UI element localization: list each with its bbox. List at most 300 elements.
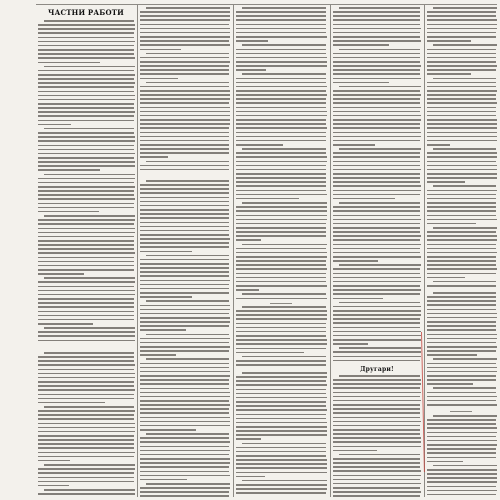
text-line bbox=[427, 244, 496, 246]
text-line bbox=[140, 184, 229, 186]
text-line bbox=[333, 396, 420, 398]
text-line bbox=[140, 354, 176, 356]
text-line bbox=[140, 471, 229, 473]
text-line bbox=[38, 24, 135, 26]
text-line bbox=[38, 423, 135, 425]
text-line bbox=[242, 44, 326, 46]
text-line bbox=[427, 61, 496, 63]
text-line bbox=[38, 149, 134, 151]
text-line bbox=[146, 300, 229, 302]
paragraph-separator bbox=[270, 303, 292, 304]
text-line bbox=[333, 32, 420, 34]
text-line bbox=[242, 443, 326, 445]
text-line bbox=[333, 260, 378, 262]
column-heading: Другари! bbox=[360, 366, 394, 373]
text-line bbox=[38, 28, 135, 30]
text-line bbox=[333, 40, 421, 42]
text-line bbox=[236, 19, 326, 21]
text-line bbox=[333, 156, 420, 158]
text-line bbox=[140, 309, 230, 311]
text-line bbox=[140, 325, 229, 327]
text-line bbox=[427, 235, 497, 237]
text-line bbox=[236, 123, 326, 125]
text-line bbox=[38, 294, 135, 296]
text-line bbox=[38, 340, 135, 342]
text-line bbox=[427, 457, 496, 459]
text-line bbox=[236, 426, 327, 428]
text-line bbox=[38, 244, 134, 246]
text-line bbox=[433, 465, 497, 467]
text-line bbox=[38, 219, 135, 221]
text-line bbox=[333, 206, 420, 208]
text-line bbox=[140, 107, 230, 109]
text-line bbox=[38, 364, 135, 366]
text-line bbox=[427, 169, 497, 171]
text-line bbox=[427, 252, 497, 254]
text-line bbox=[236, 136, 326, 138]
text-line bbox=[38, 323, 93, 325]
text-line bbox=[44, 215, 135, 217]
text-line bbox=[38, 431, 135, 433]
text-line bbox=[236, 28, 326, 30]
text-line bbox=[38, 377, 135, 379]
text-line bbox=[140, 479, 187, 481]
text-line bbox=[333, 306, 421, 308]
text-line bbox=[242, 306, 326, 308]
text-line bbox=[44, 489, 135, 491]
text-line bbox=[236, 327, 326, 329]
text-line bbox=[427, 432, 497, 434]
text-line bbox=[140, 475, 230, 477]
text-line bbox=[38, 435, 134, 437]
text-line bbox=[236, 281, 326, 283]
text-line bbox=[140, 280, 230, 282]
text-line bbox=[427, 90, 497, 92]
text-line bbox=[38, 356, 134, 358]
text-line bbox=[38, 57, 135, 59]
text-line bbox=[140, 259, 229, 261]
text-line bbox=[333, 470, 421, 472]
text-line bbox=[146, 334, 229, 336]
text-line bbox=[140, 111, 230, 113]
text-line bbox=[427, 127, 497, 129]
text-line bbox=[427, 239, 497, 241]
text-line bbox=[146, 53, 229, 55]
text-line bbox=[333, 210, 420, 212]
text-line bbox=[140, 11, 230, 13]
text-line bbox=[333, 268, 420, 270]
text-line bbox=[333, 446, 421, 448]
text-line bbox=[236, 24, 326, 26]
text-line bbox=[427, 256, 496, 258]
text-line bbox=[236, 11, 326, 13]
text-line bbox=[140, 15, 230, 17]
text-line bbox=[236, 298, 327, 300]
text-line bbox=[333, 351, 421, 353]
text-line bbox=[236, 488, 327, 490]
text-line bbox=[38, 472, 134, 474]
text-line bbox=[333, 19, 420, 21]
text-line bbox=[333, 383, 421, 385]
text-line bbox=[38, 99, 135, 101]
text-line bbox=[236, 215, 327, 217]
text-line bbox=[427, 419, 496, 421]
text-line bbox=[38, 140, 135, 142]
text-line bbox=[427, 383, 473, 385]
text-line bbox=[140, 201, 229, 203]
text-line bbox=[427, 19, 497, 21]
text-line bbox=[427, 177, 497, 179]
text-line bbox=[236, 418, 326, 420]
text-line bbox=[427, 40, 471, 42]
text-line bbox=[38, 252, 135, 254]
text-line bbox=[427, 194, 496, 196]
text-line bbox=[140, 284, 229, 286]
text-line bbox=[236, 69, 266, 71]
text-line bbox=[333, 28, 421, 30]
text-line bbox=[140, 144, 229, 146]
text-line bbox=[236, 476, 265, 478]
text-line bbox=[140, 421, 230, 423]
text-line bbox=[427, 350, 496, 352]
text-line bbox=[333, 421, 421, 423]
text-line bbox=[38, 281, 135, 283]
text-line bbox=[236, 198, 299, 200]
text-line bbox=[427, 231, 496, 233]
text-line bbox=[427, 73, 471, 75]
text-line bbox=[140, 102, 229, 104]
text-line bbox=[333, 140, 420, 142]
text-line bbox=[140, 238, 230, 240]
text-line bbox=[140, 305, 230, 307]
column-divider bbox=[330, 4, 331, 497]
text-line bbox=[140, 317, 230, 319]
text-line bbox=[140, 213, 229, 215]
text-line bbox=[236, 98, 326, 100]
text-line bbox=[140, 209, 229, 211]
text-line bbox=[333, 227, 420, 229]
text-line bbox=[38, 410, 135, 412]
text-line bbox=[333, 343, 368, 345]
text-line bbox=[236, 49, 326, 51]
text-line bbox=[333, 169, 421, 171]
text-line bbox=[236, 422, 327, 424]
text-line bbox=[140, 132, 229, 134]
text-line bbox=[333, 111, 420, 113]
text-line bbox=[140, 375, 230, 377]
text-line bbox=[333, 356, 421, 358]
text-line bbox=[339, 148, 421, 150]
text-line bbox=[140, 379, 229, 381]
text-line bbox=[333, 404, 420, 406]
text-line bbox=[333, 231, 420, 233]
text-line bbox=[140, 329, 186, 331]
text-line bbox=[427, 379, 496, 381]
text-line bbox=[333, 437, 421, 439]
text-line bbox=[44, 66, 135, 68]
text-line bbox=[333, 433, 420, 435]
text-line bbox=[236, 380, 326, 382]
text-line bbox=[236, 397, 327, 399]
text-line bbox=[333, 239, 420, 241]
text-line bbox=[236, 260, 326, 262]
text-line bbox=[333, 107, 421, 109]
text-line bbox=[236, 310, 327, 312]
text-line bbox=[333, 322, 420, 324]
text-line bbox=[38, 248, 134, 250]
text-line bbox=[242, 148, 326, 150]
text-line bbox=[333, 78, 421, 80]
text-line bbox=[427, 107, 496, 109]
text-line bbox=[333, 94, 421, 96]
text-line bbox=[333, 44, 389, 46]
text-line bbox=[140, 367, 229, 369]
text-line bbox=[140, 296, 192, 298]
text-line bbox=[38, 190, 134, 192]
text-line bbox=[236, 364, 326, 366]
text-line bbox=[140, 246, 229, 248]
text-line bbox=[427, 248, 496, 250]
text-line bbox=[427, 156, 497, 158]
text-line bbox=[427, 28, 497, 30]
text-line bbox=[236, 447, 326, 449]
text-line bbox=[140, 73, 229, 75]
text-line bbox=[427, 334, 497, 336]
text-line bbox=[140, 408, 229, 410]
text-line bbox=[427, 477, 497, 479]
text-line bbox=[427, 481, 497, 483]
text-line bbox=[236, 360, 326, 362]
text-line bbox=[38, 62, 100, 64]
text-line bbox=[333, 115, 421, 117]
text-line bbox=[339, 264, 421, 266]
text-line bbox=[339, 347, 421, 349]
text-line bbox=[333, 298, 383, 300]
text-line bbox=[333, 73, 420, 75]
text-line bbox=[140, 234, 229, 236]
text-line bbox=[140, 429, 196, 431]
text-line bbox=[38, 389, 135, 391]
text-line bbox=[427, 321, 496, 323]
text-line bbox=[236, 352, 304, 354]
text-line bbox=[236, 177, 326, 179]
text-line bbox=[38, 107, 134, 109]
column-divider bbox=[424, 4, 425, 497]
text-line bbox=[140, 140, 229, 142]
text-line bbox=[236, 393, 326, 395]
text-line bbox=[427, 98, 496, 100]
text-line bbox=[427, 325, 496, 327]
text-line bbox=[38, 261, 134, 263]
text-line bbox=[140, 127, 229, 129]
text-line bbox=[427, 354, 477, 356]
top-rule bbox=[36, 4, 497, 5]
text-line bbox=[236, 235, 326, 237]
text-line bbox=[38, 182, 134, 184]
text-line bbox=[236, 318, 327, 320]
text-line bbox=[38, 194, 134, 196]
text-line bbox=[140, 40, 229, 42]
text-line bbox=[333, 252, 420, 254]
text-line bbox=[38, 290, 135, 292]
text-line bbox=[333, 152, 420, 154]
text-line bbox=[236, 57, 327, 59]
text-line bbox=[140, 32, 230, 34]
text-line bbox=[427, 53, 496, 55]
text-line bbox=[333, 144, 375, 146]
text-line bbox=[236, 169, 326, 171]
text-line bbox=[242, 372, 327, 374]
text-line bbox=[333, 36, 420, 38]
text-line bbox=[333, 98, 420, 100]
text-line bbox=[333, 235, 421, 237]
text-line bbox=[140, 156, 168, 158]
text-line bbox=[140, 487, 230, 489]
text-line bbox=[38, 153, 135, 155]
text-line bbox=[333, 119, 421, 121]
text-line bbox=[236, 127, 327, 129]
text-line bbox=[427, 440, 497, 442]
text-line bbox=[38, 477, 134, 479]
text-line bbox=[333, 57, 420, 59]
text-line bbox=[427, 36, 496, 38]
text-line bbox=[333, 425, 420, 427]
text-line bbox=[242, 73, 326, 75]
text-line bbox=[140, 342, 229, 344]
text-line bbox=[236, 314, 327, 316]
text-line bbox=[427, 215, 496, 217]
text-line bbox=[242, 244, 327, 246]
column-divider bbox=[137, 4, 138, 497]
text-line bbox=[333, 132, 421, 134]
text-line bbox=[333, 185, 421, 187]
text-line bbox=[236, 376, 327, 378]
text-line bbox=[333, 417, 420, 419]
text-line bbox=[44, 327, 135, 329]
text-line bbox=[333, 219, 421, 221]
text-line bbox=[140, 152, 229, 154]
text-line bbox=[140, 383, 229, 385]
text-line bbox=[333, 136, 421, 138]
text-line bbox=[236, 223, 326, 225]
text-line bbox=[236, 430, 327, 432]
text-line bbox=[339, 375, 420, 377]
text-line bbox=[38, 394, 134, 396]
text-line bbox=[236, 61, 327, 63]
text-line bbox=[140, 115, 230, 117]
text-line bbox=[140, 371, 230, 373]
text-line bbox=[427, 86, 496, 88]
text-line bbox=[140, 263, 229, 265]
text-line bbox=[236, 156, 327, 158]
text-line bbox=[38, 331, 135, 333]
text-line bbox=[38, 70, 134, 72]
text-line bbox=[427, 115, 496, 117]
text-line bbox=[339, 302, 420, 304]
text-line bbox=[38, 269, 134, 271]
text-line bbox=[333, 177, 420, 179]
text-line bbox=[333, 53, 420, 55]
text-line bbox=[38, 319, 134, 321]
text-line bbox=[433, 358, 497, 360]
text-line bbox=[38, 178, 135, 180]
text-line bbox=[427, 210, 496, 212]
text-line bbox=[333, 331, 421, 333]
text-line bbox=[236, 289, 259, 291]
text-line bbox=[427, 469, 497, 471]
text-line bbox=[38, 418, 134, 420]
text-line bbox=[140, 94, 230, 96]
text-line bbox=[433, 387, 496, 389]
text-line bbox=[433, 78, 496, 80]
text-line bbox=[339, 202, 420, 204]
text-line bbox=[333, 256, 421, 258]
text-line bbox=[333, 412, 420, 414]
text-line bbox=[38, 207, 134, 209]
text-line bbox=[236, 492, 326, 494]
text-line bbox=[433, 415, 497, 417]
text-line bbox=[38, 41, 135, 43]
text-line bbox=[38, 373, 135, 375]
text-line bbox=[140, 136, 229, 138]
text-line bbox=[146, 358, 229, 360]
text-line bbox=[236, 405, 326, 407]
text-line bbox=[427, 309, 496, 311]
text-line bbox=[427, 161, 496, 163]
text-line bbox=[236, 90, 326, 92]
text-line bbox=[427, 260, 496, 262]
text-line bbox=[140, 226, 229, 228]
text-line bbox=[236, 53, 326, 55]
text-line bbox=[427, 132, 497, 134]
text-line bbox=[427, 152, 497, 154]
text-line bbox=[236, 165, 326, 167]
text-line bbox=[333, 327, 420, 329]
text-line bbox=[236, 231, 326, 233]
text-line bbox=[236, 227, 326, 229]
text-line bbox=[427, 461, 463, 463]
text-line bbox=[140, 61, 230, 63]
text-line bbox=[236, 190, 326, 192]
text-line bbox=[38, 95, 135, 97]
text-line bbox=[333, 495, 420, 497]
text-line bbox=[333, 429, 420, 431]
text-line bbox=[236, 248, 326, 250]
text-line bbox=[236, 152, 326, 154]
text-line bbox=[333, 11, 420, 13]
text-line bbox=[236, 185, 326, 187]
text-line bbox=[242, 7, 326, 9]
text-line bbox=[140, 65, 229, 67]
text-line bbox=[333, 400, 421, 402]
text-line bbox=[140, 57, 229, 59]
text-line bbox=[427, 423, 496, 425]
text-line bbox=[333, 314, 421, 316]
text-line bbox=[427, 313, 497, 315]
text-line bbox=[242, 356, 326, 358]
text-line bbox=[333, 102, 420, 104]
text-line bbox=[333, 215, 420, 217]
text-line bbox=[38, 447, 134, 449]
text-line bbox=[146, 433, 229, 435]
text-line bbox=[44, 464, 135, 466]
text-line bbox=[236, 459, 327, 461]
text-line bbox=[242, 293, 326, 295]
text-line bbox=[140, 148, 229, 150]
text-line bbox=[333, 15, 420, 17]
text-line bbox=[427, 123, 497, 125]
text-line bbox=[38, 186, 135, 188]
